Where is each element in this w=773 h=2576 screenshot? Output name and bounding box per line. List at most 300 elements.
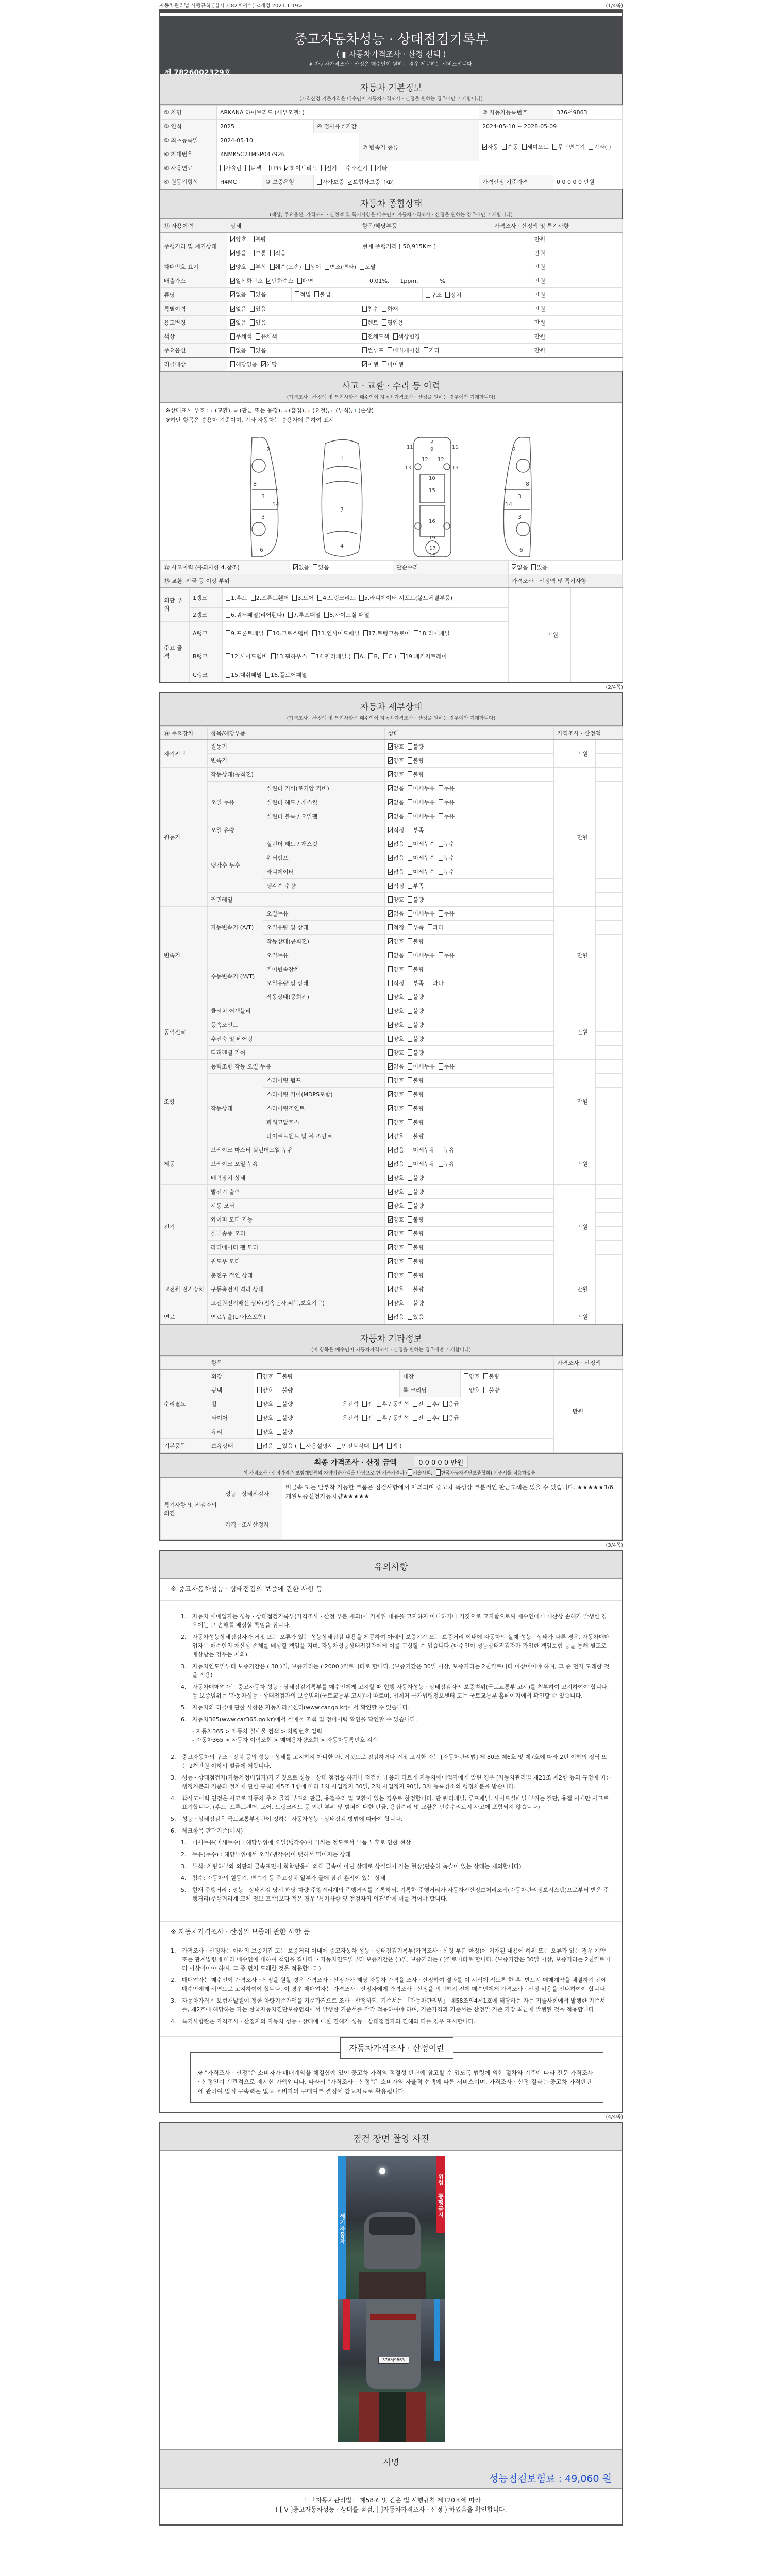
checkbox-option[interactable] [295,288,311,301]
checkbox-icon[interactable] [388,896,393,903]
checkbox-icon[interactable] [443,1415,448,1421]
checked-box-icon[interactable] [388,841,393,847]
checkbox-option[interactable] [226,652,267,660]
checkbox-option[interactable] [388,1007,404,1015]
checked-box-icon[interactable] [388,1133,393,1139]
checkbox-icon[interactable] [362,1401,367,1407]
checkbox-option[interactable] [427,1400,439,1408]
checkbox-icon[interactable] [226,653,230,659]
checkbox-icon[interactable] [408,1258,412,1264]
checkbox-option[interactable] [226,594,247,602]
checkbox-option[interactable] [443,1400,459,1408]
checkbox-icon[interactable] [439,952,443,958]
checked-box-icon[interactable] [482,144,487,150]
checked-box-icon[interactable] [388,1202,393,1209]
checkbox-option[interactable] [388,993,404,1001]
checkbox-icon[interactable] [439,1161,443,1167]
checkbox-option[interactable] [230,332,252,341]
checkbox-option[interactable] [482,141,498,154]
checkbox-icon[interactable] [408,1091,412,1097]
checkbox-icon[interactable] [277,1387,281,1393]
checkbox-option[interactable] [270,263,301,271]
checkbox-option[interactable] [250,249,266,257]
checkbox-option[interactable] [408,1469,432,1476]
checkbox-icon[interactable] [552,144,557,150]
checkbox-option[interactable] [464,1386,480,1394]
checkbox-option[interactable] [388,1104,404,1112]
checkbox-option[interactable] [265,165,281,172]
checkbox-icon[interactable] [295,291,299,297]
checkbox-icon[interactable] [408,896,412,903]
checkbox-option[interactable] [388,784,404,792]
checkbox-option[interactable] [267,629,309,637]
checkbox-icon[interactable] [436,1469,441,1476]
checkbox-option[interactable] [483,1372,499,1380]
checkbox-icon[interactable] [408,980,412,986]
checkbox-option[interactable] [337,1442,369,1450]
checkbox-icon[interactable] [226,612,230,618]
checkbox-icon[interactable] [377,1415,381,1421]
checkbox-option[interactable] [284,164,317,172]
checkbox-option[interactable] [408,1271,424,1279]
checkbox-icon[interactable] [439,785,443,791]
checkbox-option[interactable] [408,742,424,751]
checkbox-option[interactable] [250,263,266,271]
checkbox-option[interactable] [439,812,455,820]
checkbox-option[interactable] [531,563,547,571]
checked-box-icon[interactable] [230,278,235,284]
checked-box-icon[interactable] [388,1300,393,1306]
checkbox-option[interactable] [388,1243,404,1251]
checked-box-icon[interactable] [388,883,393,889]
checkbox-option[interactable] [230,235,246,243]
checkbox-option[interactable] [388,1215,404,1224]
checkbox-option[interactable] [251,594,289,602]
checkbox-option[interactable] [226,671,262,679]
checkbox-option[interactable] [257,1400,273,1408]
checkbox-option[interactable] [220,164,242,172]
checkbox-option[interactable] [271,652,307,660]
checkbox-icon[interactable] [464,1387,468,1393]
checkbox-option[interactable] [439,1160,455,1168]
checkbox-icon[interactable] [439,910,443,917]
checkbox-icon[interactable] [413,1415,417,1421]
checkbox-option[interactable] [424,346,440,354]
checkbox-option[interactable] [388,923,404,931]
checkbox-option[interactable] [270,249,286,257]
checkbox-option[interactable] [408,1076,424,1084]
checkbox-option[interactable] [266,277,294,285]
checkbox-option[interactable] [348,178,380,186]
checked-box-icon[interactable] [348,179,352,185]
checkbox-icon[interactable] [408,1189,412,1195]
checked-box-icon[interactable] [388,1161,393,1167]
checked-box-icon[interactable] [230,319,235,326]
checkbox-option[interactable] [245,164,261,172]
checkbox-icon[interactable] [265,165,270,171]
checkbox-option[interactable] [427,1414,439,1422]
checkbox-icon[interactable] [443,1401,448,1407]
checked-box-icon[interactable] [388,1091,393,1097]
checkbox-option[interactable] [388,1062,404,1071]
checkbox-option[interactable] [342,1400,359,1408]
checkbox-option[interactable] [382,318,404,327]
checkbox-option[interactable] [363,629,410,637]
checkbox-option[interactable] [408,1174,424,1182]
checkbox-icon[interactable] [408,966,412,972]
checkbox-option[interactable] [360,263,376,271]
checkbox-option[interactable] [408,1021,424,1029]
checkbox-option[interactable] [464,1372,480,1380]
checkbox-icon[interactable] [408,1202,412,1209]
checkbox-option[interactable] [388,770,404,778]
checkbox-icon[interactable] [388,952,393,958]
checkbox-icon[interactable] [408,827,412,833]
checkbox-option[interactable] [408,854,435,862]
checkbox-option[interactable] [230,288,246,301]
checkbox-icon[interactable] [388,994,393,1000]
checkbox-option[interactable] [393,332,421,341]
checkbox-option[interactable] [297,277,313,285]
checkbox-icon[interactable] [408,1230,412,1236]
checkbox-icon[interactable] [464,1373,468,1379]
checked-box-icon[interactable] [284,165,289,171]
checkbox-option[interactable] [388,1188,404,1196]
checkbox-icon[interactable] [312,630,317,636]
checkbox-option[interactable] [408,784,435,792]
checkbox-icon[interactable] [251,595,256,601]
checkbox-option[interactable] [439,951,455,959]
checkbox-option[interactable] [408,1188,424,1196]
checkbox-option[interactable] [362,304,378,313]
checkbox-icon[interactable] [382,319,386,326]
checkbox-option[interactable] [257,1442,273,1450]
checkbox-icon[interactable] [408,855,412,861]
checkbox-option[interactable] [428,923,444,931]
checkbox-icon[interactable] [408,1244,412,1250]
checkbox-icon[interactable] [426,292,430,298]
checkbox-option[interactable] [257,1414,273,1422]
checkbox-option[interactable] [408,909,435,918]
checkbox-option[interactable] [341,164,368,172]
checked-box-icon[interactable] [388,1147,393,1153]
checkbox-icon[interactable] [226,630,230,636]
checkbox-option[interactable] [250,288,266,301]
checkbox-icon[interactable] [388,980,393,986]
checkbox-option[interactable] [261,360,277,368]
checkbox-option[interactable] [388,1257,404,1265]
checkbox-icon[interactable] [297,278,302,284]
checkbox-option[interactable] [388,1076,404,1084]
checkbox-icon[interactable] [408,938,412,944]
checkbox-option[interactable] [388,895,404,904]
checkbox-icon[interactable] [257,1443,262,1449]
checked-box-icon[interactable] [388,799,393,805]
checkbox-icon[interactable] [250,264,255,270]
checkbox-option[interactable] [388,965,404,973]
checkbox-icon[interactable] [408,1175,412,1181]
checkbox-option[interactable] [388,1201,404,1210]
checkbox-icon[interactable] [277,1415,281,1421]
checked-box-icon[interactable] [388,1230,393,1236]
checked-box-icon[interactable] [388,785,393,791]
checkbox-option[interactable] [552,141,585,154]
checkbox-option[interactable] [256,332,277,341]
checkbox-icon[interactable] [383,653,388,659]
checkbox-icon[interactable] [408,1049,412,1056]
checkbox-option[interactable] [277,1372,293,1380]
checkbox-icon[interactable] [267,630,272,636]
checkbox-option[interactable] [277,1428,293,1436]
checkbox-icon[interactable] [314,291,319,297]
checkbox-option[interactable] [388,826,404,834]
checkbox-icon[interactable] [408,1300,412,1306]
checkbox-icon[interactable] [483,1387,488,1393]
checkbox-option[interactable] [408,1160,435,1168]
checkbox-icon[interactable] [382,361,386,367]
checkbox-icon[interactable] [439,799,443,805]
checkbox-icon[interactable] [270,264,275,270]
checkbox-icon[interactable] [502,144,507,150]
checkbox-option[interactable] [324,611,369,619]
checkbox-icon[interactable] [439,1147,443,1153]
checkbox-option[interactable] [277,1442,297,1450]
checkbox-icon[interactable] [250,236,255,242]
checkbox-icon[interactable] [368,653,373,659]
checkbox-option[interactable] [388,1271,404,1279]
checkbox-option[interactable] [388,868,404,876]
checkbox-option[interactable] [408,1257,424,1265]
checkbox-option[interactable] [362,332,390,341]
checkbox-option[interactable] [443,1414,459,1422]
checkbox-icon[interactable] [257,1387,262,1393]
checkbox-icon[interactable] [230,333,235,340]
checked-box-icon[interactable] [388,1175,393,1181]
checked-box-icon[interactable] [388,1063,393,1070]
checkbox-option[interactable] [388,1132,404,1140]
checkbox-icon[interactable] [277,1401,281,1407]
checkbox-option[interactable] [230,249,246,257]
checkbox-icon[interactable] [408,1036,412,1042]
checkbox-option[interactable] [439,1062,455,1071]
checkbox-option[interactable] [257,1372,273,1380]
checked-box-icon[interactable] [388,1189,393,1195]
checkbox-option[interactable] [483,1386,499,1394]
checkbox-option[interactable] [388,1160,404,1168]
checked-box-icon[interactable] [388,1105,393,1111]
checkbox-option[interactable] [388,951,404,959]
checkbox-option[interactable] [413,1414,424,1422]
checkbox-option[interactable] [408,1104,424,1112]
checked-box-icon[interactable] [266,278,271,284]
checkbox-option[interactable] [388,1313,404,1321]
checkbox-option[interactable] [377,1414,409,1422]
checkbox-option[interactable] [408,840,435,848]
checkbox-icon[interactable] [257,1415,262,1421]
checkbox-icon[interactable] [408,1105,412,1111]
checkbox-icon[interactable] [408,952,412,958]
checkbox-icon[interactable] [362,1415,367,1421]
checkbox-option[interactable] [288,611,321,619]
checkbox-option[interactable] [359,594,452,602]
checkbox-icon[interactable] [408,1272,412,1278]
checkbox-option[interactable] [388,1299,404,1307]
checkbox-option[interactable] [408,1062,435,1071]
checkbox-option[interactable] [311,652,351,660]
checkbox-option[interactable] [362,1400,373,1408]
checked-box-icon[interactable] [261,361,266,367]
checkbox-icon[interactable] [428,924,432,930]
checkbox-option[interactable] [387,1442,401,1450]
checkbox-option[interactable] [362,1414,373,1422]
checkbox-option[interactable] [250,235,266,243]
checkbox-option[interactable] [362,346,384,354]
checkbox-option[interactable] [408,993,424,1001]
checkbox-icon[interactable] [313,564,317,570]
checkbox-option[interactable] [265,671,307,679]
checkbox-icon[interactable] [427,1415,431,1421]
checkbox-option[interactable] [439,784,455,792]
checkbox-option[interactable] [408,812,435,820]
checkbox-option[interactable] [439,854,455,862]
checkbox-option[interactable] [388,812,404,820]
checked-box-icon[interactable] [388,1022,393,1028]
checkbox-option[interactable] [388,742,404,751]
checked-box-icon[interactable] [512,564,516,570]
checkbox-icon[interactable] [408,799,412,805]
checkbox-option[interactable] [408,937,424,945]
checkbox-option[interactable] [230,318,246,327]
checkbox-icon[interactable] [360,264,364,270]
checkbox-icon[interactable] [388,1119,393,1125]
checkbox-icon[interactable] [288,612,293,618]
checkbox-icon[interactable] [250,250,255,256]
checkbox-icon[interactable] [257,1373,262,1379]
checkbox-icon[interactable] [408,785,412,791]
checkbox-option[interactable] [408,1313,424,1321]
checkbox-icon[interactable] [531,564,536,570]
checkbox-option[interactable] [362,318,378,327]
checkbox-icon[interactable] [408,1216,412,1223]
checkbox-option[interactable] [408,1118,424,1126]
checkbox-icon[interactable] [388,966,393,972]
checkbox-icon[interactable] [250,306,255,312]
checkbox-icon[interactable] [317,595,322,601]
checkbox-option[interactable] [342,1414,359,1422]
checkbox-option[interactable] [388,979,404,987]
checkbox-option[interactable] [439,798,455,806]
checkbox-icon[interactable] [265,672,270,678]
checked-box-icon[interactable] [388,743,393,750]
checkbox-icon[interactable] [400,653,405,659]
checked-box-icon[interactable] [230,306,235,312]
checkbox-option[interactable] [408,1048,424,1057]
checkbox-option[interactable] [250,318,266,327]
checked-box-icon[interactable] [388,855,393,861]
checkbox-icon[interactable] [250,347,255,353]
checked-box-icon[interactable] [230,264,235,270]
checkbox-option[interactable] [388,854,404,862]
checkbox-icon[interactable] [589,144,593,150]
checkbox-option[interactable] [230,263,246,271]
checkbox-icon[interactable] [226,672,230,678]
checkbox-option[interactable] [382,360,404,368]
checkbox-icon[interactable] [439,855,443,861]
checked-box-icon[interactable] [230,236,235,242]
checkbox-icon[interactable] [354,653,359,659]
checkbox-option[interactable] [388,756,404,765]
checkbox-option[interactable] [408,1007,424,1015]
checked-box-icon[interactable] [388,1216,393,1223]
checkbox-icon[interactable] [305,264,310,270]
checkbox-option[interactable] [226,611,284,619]
checkbox-icon[interactable] [408,757,412,764]
checkbox-option[interactable] [388,1118,404,1126]
checkbox-icon[interactable] [377,1401,381,1407]
checkbox-option[interactable] [230,346,246,354]
checkbox-option[interactable] [388,346,420,354]
checkbox-icon[interactable] [428,980,432,986]
checkbox-icon[interactable] [439,813,443,819]
checkbox-icon[interactable] [341,165,345,171]
checkbox-option[interactable] [439,840,455,848]
checkbox-icon[interactable] [311,653,315,659]
checkbox-option[interactable] [388,1285,404,1293]
checkbox-option[interactable] [408,1201,424,1210]
checkbox-option[interactable] [408,770,424,778]
checkbox-icon[interactable] [408,924,412,930]
checkbox-icon[interactable] [408,1161,412,1167]
checkbox-icon[interactable] [359,595,364,601]
checkbox-option[interactable] [230,304,246,313]
checkbox-option[interactable] [408,979,424,987]
checkbox-option[interactable] [371,164,387,172]
checkbox-option[interactable] [317,594,356,602]
checkbox-option[interactable] [377,1400,409,1408]
checkbox-option[interactable] [293,563,309,571]
checked-box-icon[interactable] [388,1244,393,1250]
checkbox-icon[interactable] [408,994,412,1000]
checkbox-option[interactable] [388,1146,404,1154]
checkbox-icon[interactable] [439,869,443,875]
checkbox-option[interactable] [250,304,266,313]
checkbox-icon[interactable] [408,910,412,917]
checkbox-icon[interactable] [427,1401,431,1407]
checkbox-icon[interactable] [382,306,386,312]
checkbox-option[interactable] [312,629,359,637]
checkbox-option[interactable] [388,798,404,806]
checkbox-icon[interactable] [256,333,260,340]
checkbox-option[interactable] [408,923,424,931]
checkbox-icon[interactable] [325,264,329,270]
checkbox-option[interactable] [439,868,455,876]
checked-box-icon[interactable] [388,771,393,777]
checkbox-icon[interactable] [414,630,418,636]
checkbox-option[interactable] [321,164,337,172]
checkbox-option[interactable] [408,826,424,834]
checkbox-icon[interactable] [362,333,367,340]
checkbox-icon[interactable] [230,347,235,353]
checkbox-option[interactable] [408,1229,424,1238]
checkbox-icon[interactable] [483,1373,488,1379]
checkbox-option[interactable] [292,594,314,602]
checkbox-option[interactable] [314,288,330,301]
checked-box-icon[interactable] [388,827,393,833]
checkbox-option[interactable] [305,263,321,271]
checkbox-option[interactable] [408,756,424,765]
checkbox-option[interactable] [502,141,518,154]
checkbox-icon[interactable] [362,347,367,353]
